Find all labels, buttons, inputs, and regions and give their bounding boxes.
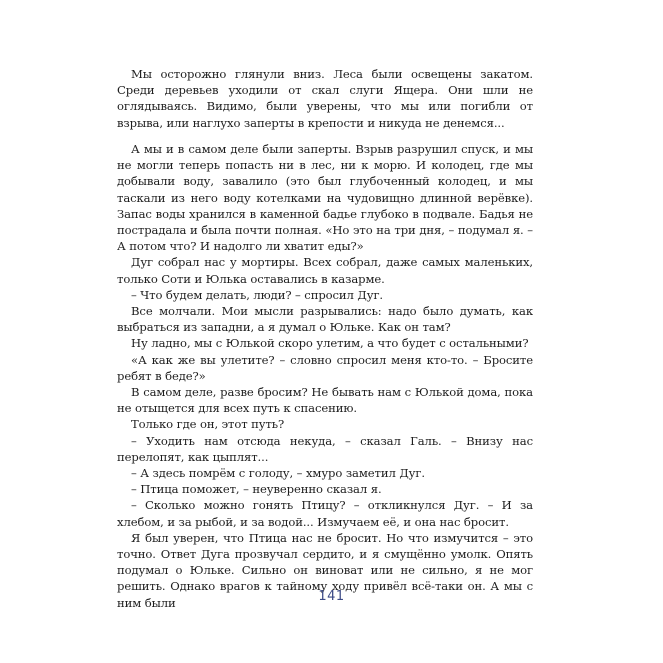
dialogue-line: – Птица поможет, – неуверенно сказал я. (131, 482, 382, 497)
paragraph: А мы и в самом деле были заперты. Взрыв разрушил спуск, и мы не могли теперь попасть ни в лес, ни к морю. И колодец, где мы добывали воду, завалило (это был глубоченный колодец, и мы таскали из него воду котелками на чудовищно длинной верёвке). Запас воды хранился в каменной бадье глубоко в подвале. Бадья не пострадала и была почти полная. «Но это на три дня, – подумал я. – А потом что? И надолго ли хватит еды?» (117, 142, 533, 254)
dialogue-line: – Уходить нам отсюда некуда, – сказал Галь. – Внизу нас перелопят, как цыплят... (117, 433, 533, 464)
dialogue-line: – А здесь помрём с голоду, – хмуро заметил Дуг. (131, 466, 425, 481)
paragraph: Я был уверен, что Птица нас не бросит. Но что измучится – это точно. Ответ Дуга прозвучал сердито, и я смущённо умолк. Опять подумал о Юльке. Сильно он виноват или не сильно, я не мог решить. Однако врагов к тайному ходу привёл всё-таки он. А мы с ним были (117, 530, 533, 610)
paragraph: Дуг собрал нас у мортиры. Всех собрал, даже самых маленьких, только Соти и Юлька оставались в казарме. (117, 255, 533, 286)
text-block-main (117, 141, 533, 611)
text-block-opening (117, 66, 533, 131)
dialogue-line: – Сколько можно гонять Птицу? – откликнулся Дуг. – И за хлебом, и за рыбой, и за водой... Измучаем её, и она нас бросит. (117, 498, 533, 529)
dialogue-line: – Что будем делать, люди? – спросил Дуг. (131, 287, 384, 302)
paragraph: Только где он, этот путь? (131, 417, 285, 432)
paragraph: Все молчали. Мои мысли разрывались: надо было думать, как выбраться из западни, а я думал о Юльке. Как он там? (117, 304, 533, 335)
paragraph: «А как же вы улетите? – словно спросил меня кто-то. – Бросите ребят в беде?» (117, 352, 533, 383)
paragraph: Мы осторожно глянули вниз. Леса были освещены закатом. Среди деревьев уходили от скал слуги Ящера. Они шли не оглядываясь. Видимо, были уверены, что мы или погибли от взрыва, или наглухо заперты в крепости и никуда не денемся... (117, 67, 533, 130)
paragraph: Ну ладно, мы с Юлькой скоро улетим, а что будет с остальными? (131, 336, 529, 351)
paragraph: В самом деле, разве бросим? Не бывать нам с Юлькой дома, пока не отыщется для всех путь к спасению. (117, 385, 533, 416)
page-number: 141 (318, 589, 345, 604)
